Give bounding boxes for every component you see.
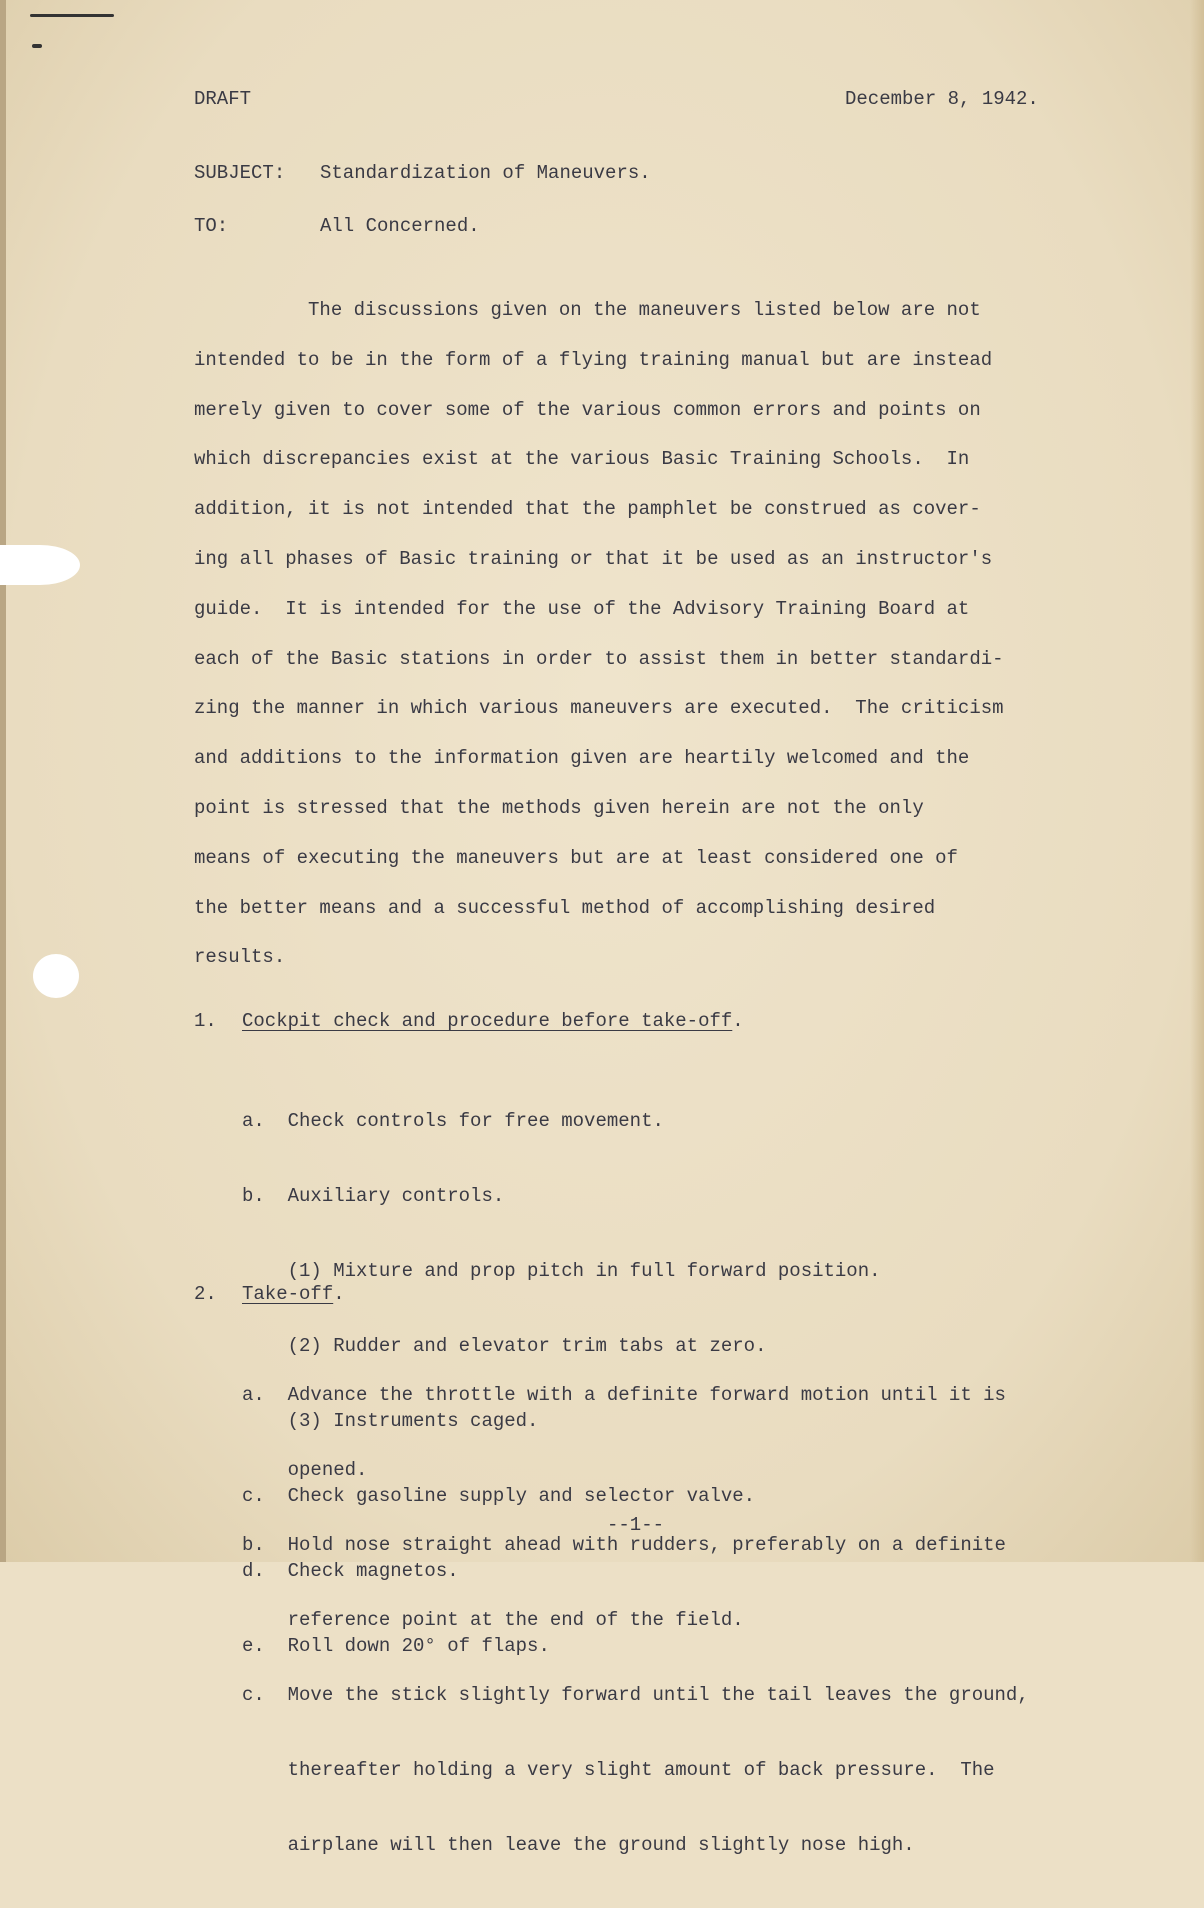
- paragraph-line: the better means and a successful method of accomplishing desired: [194, 896, 936, 919]
- section-1-heading: [242, 1010, 744, 1032]
- section-1-title-end: .: [732, 1010, 744, 1032]
- paragraph-line: zing the manner in which various maneuvers are executed. The criticism: [194, 697, 1004, 720]
- paragraph-line: The discussions given on the maneuvers listed below are not: [194, 299, 981, 321]
- draft-label: DRAFT: [194, 88, 252, 110]
- paragraph-line: guide. It is intended for the use of the Advisory Training Board at: [194, 597, 970, 620]
- subject-label: SUBJECT:: [194, 162, 286, 184]
- paragraph-line: each of the Basic stations in order to assist them in better standardi-: [194, 647, 1004, 670]
- list-item: (1) Mixture and prop pitch in full forward position.: [242, 1260, 881, 1282]
- section-2-number: 2.: [194, 1283, 217, 1305]
- section-2-title: Take-off: [242, 1283, 334, 1305]
- section-2-title-end: .: [333, 1283, 345, 1305]
- list-item: c. Check gasoline supply and selector valve.: [242, 1485, 756, 1507]
- section-1-title: Cockpit check and procedure before take-off: [242, 1010, 733, 1032]
- list-item: thereafter holding a very slight amount of back pressure. The: [242, 1759, 995, 1781]
- list-item: (2) Rudder and elevator trim tabs at zero.: [242, 1335, 767, 1357]
- paragraph-line: point is stressed that the methods given herein are not the only: [194, 796, 924, 819]
- paragraph-line: and additions to the information given are heartily welcomed and the: [194, 747, 970, 770]
- list-item: c. Move the stick slightly forward until the tail leaves the ground,: [242, 1684, 1029, 1706]
- section-2-list: [242, 1333, 1029, 1908]
- list-item: b. Hold nose straight ahead with rudders, preferably on a definite: [242, 1534, 1006, 1556]
- page-number: --1--: [607, 1514, 665, 1536]
- list-item: opened.: [242, 1459, 368, 1481]
- paragraph-line: which discrepancies exist at the various Basic Training Schools. In: [194, 448, 970, 471]
- list-item: d. Check magnetos.: [242, 1560, 459, 1582]
- section-2-heading: [242, 1283, 345, 1305]
- paragraph-line: results.: [194, 946, 286, 969]
- paragraph-line: merely given to cover some of the various common errors and points on: [194, 398, 981, 421]
- to-value: All Concerned.: [320, 215, 480, 237]
- paragraph-line: addition, it is not intended that the pamphlet be construed as cover-: [194, 498, 981, 521]
- paragraph-line: intended to be in the form of a flying training manual but are instead: [194, 348, 993, 371]
- list-item: reference point at the end of the field.: [242, 1609, 744, 1631]
- intro-paragraph: [194, 286, 1094, 983]
- list-item: e. Roll down 20° of flaps.: [242, 1635, 550, 1657]
- ink-mark: [30, 14, 114, 17]
- list-item: b. Auxiliary controls.: [242, 1185, 505, 1207]
- to-label: TO:: [194, 215, 229, 237]
- paper-edge: [1190, 0, 1204, 1562]
- paragraph-line: ing all phases of Basic training or that it be used as an instructor's: [194, 547, 993, 570]
- list-item: a. Advance the throttle with a definite forward motion until it is: [242, 1384, 1006, 1406]
- subject-value: Standardization of Maneuvers.: [320, 162, 651, 184]
- punch-hole: [33, 954, 79, 998]
- punch-hole: [0, 545, 80, 585]
- document-date: December 8, 1942.: [845, 88, 1039, 110]
- list-item: airplane will then leave the ground slightly nose high.: [242, 1834, 915, 1856]
- paper-edge: [0, 0, 6, 1562]
- list-item: (3) Instruments caged.: [242, 1410, 539, 1432]
- ink-mark: [32, 44, 42, 48]
- paragraph-line: means of executing the maneuvers but are at least considered one of: [194, 846, 958, 869]
- list-item: a. Check controls for free movement.: [242, 1110, 664, 1132]
- section-1-number: 1.: [194, 1010, 217, 1032]
